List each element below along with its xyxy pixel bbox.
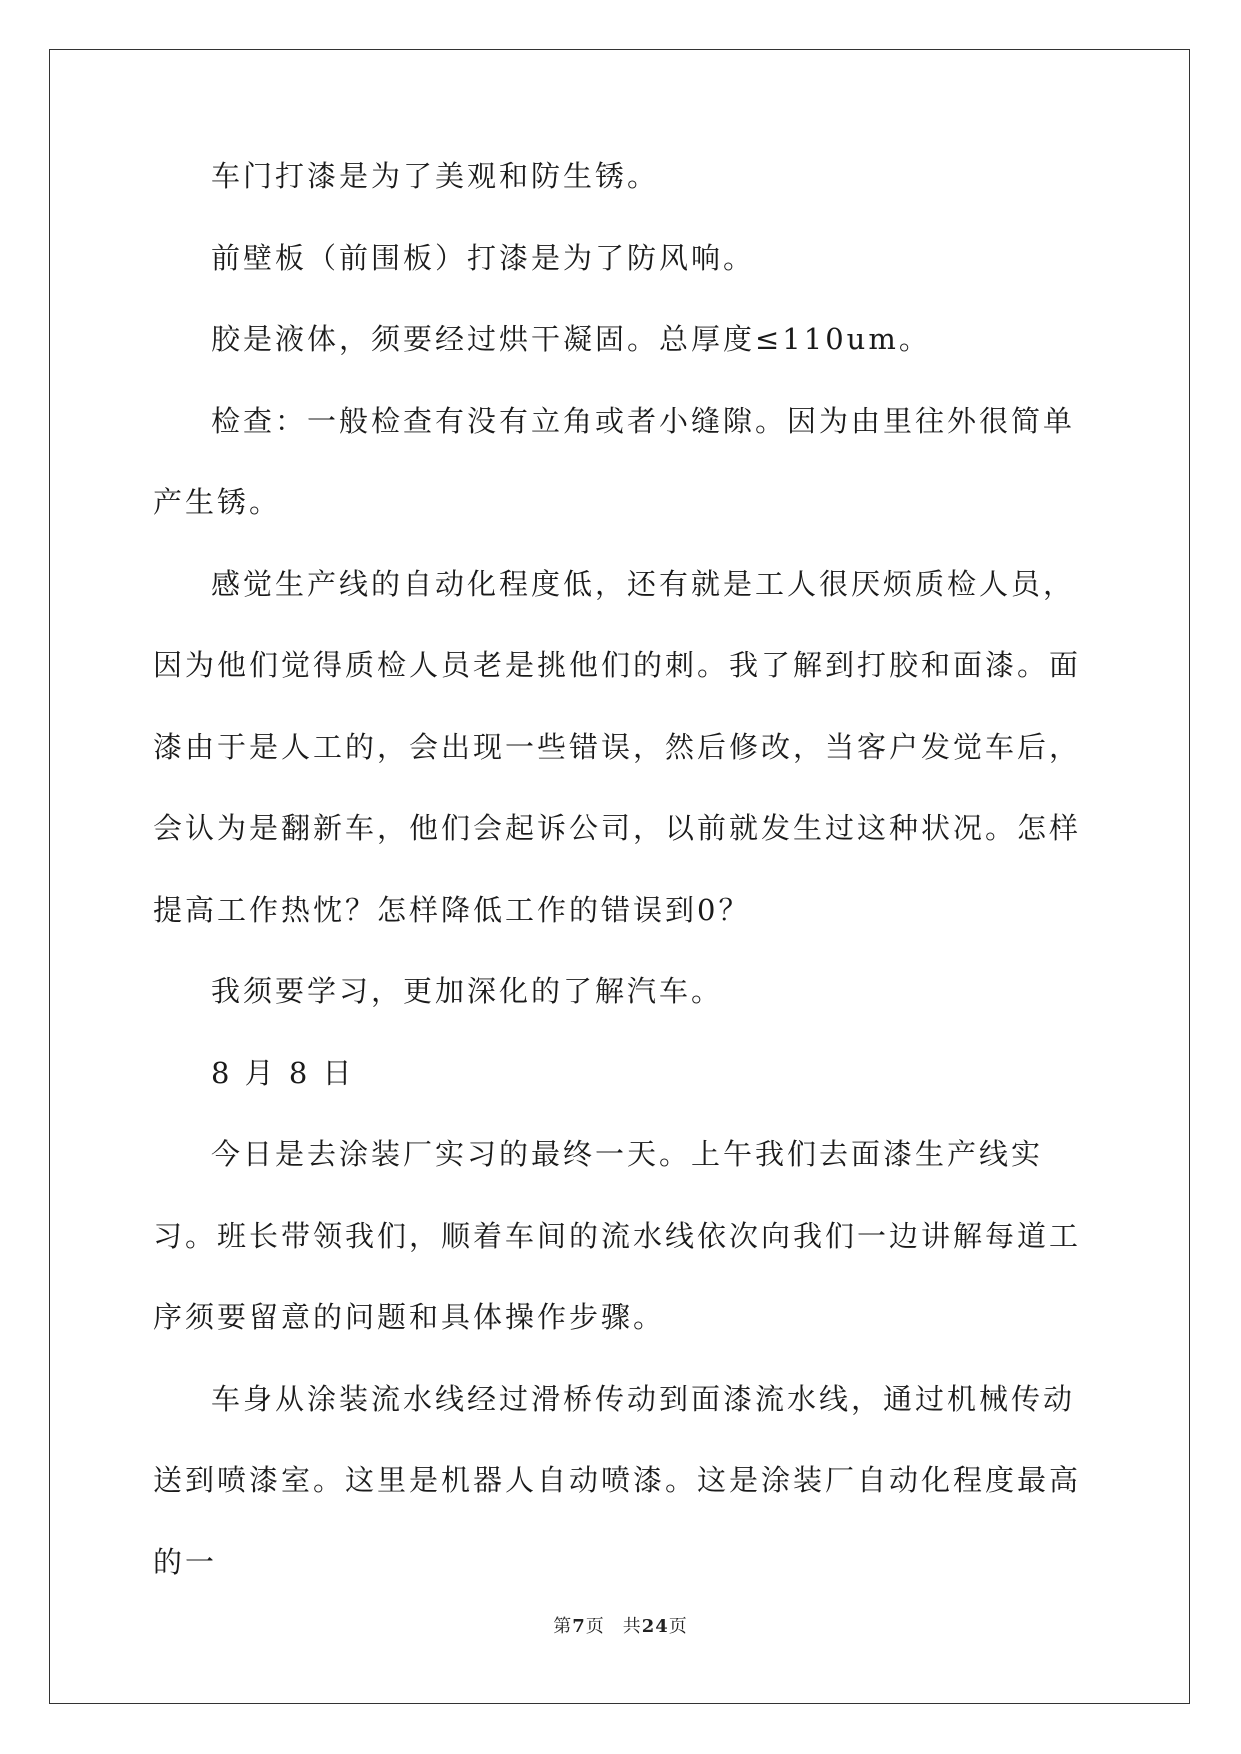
total-prefix: 共: [622, 1616, 642, 1637]
paragraph: 今日是去涂装厂实习的最终一天。上午我们去面漆生产线实习。班长带领我们，顺着车间的流水线依次向我们一边讲解每道工序须要留意的问题和具体操作步骤。: [153, 1137, 1082, 1334]
paragraph: 检查：一般检查有没有立角或者小缝隙。因为由里往外很简单产生锈。: [153, 403, 1076, 519]
current-page-number: 7: [572, 1616, 586, 1637]
paragraph: 车门打漆是为了美观和防生锈。: [211, 159, 660, 193]
document-body: [153, 159, 1088, 1603]
date-heading: 8 月 8 日: [211, 1055, 355, 1090]
paragraph: 感觉生产线的自动化程度低，还有就是工人很厌烦质检人员，因为他们觉得质检人员老是挑他们的刺。我了解到打胶和面漆。面漆由于是人工的，会出现一些错误，然后修改，当客户发觉车后，会认为是翻新车，他们会起诉公司，以前就发生过这种状况。怎样提高工作热忱？怎样降低工作的错误到0？: [153, 566, 1082, 927]
paragraph: 我须要学习，更加深化的了解汽车。: [211, 974, 724, 1008]
paragraph: 车身从涂装流水线经过滑桥传动到面漆流水线，通过机械传动送到喷漆室。这里是机器人自动喷漆。这是涂装厂自动化程度最高的一: [153, 1381, 1082, 1579]
total-pages-number: 24: [641, 1616, 669, 1637]
page-prefix: 第: [553, 1616, 573, 1637]
page-suffix: 页: [585, 1616, 605, 1637]
paragraph: 前壁板（前围板）打漆是为了防风响。: [211, 240, 756, 275]
paragraph: 胶是液体，须要经过烘干凝固。总厚度≤110um。: [211, 322, 931, 356]
total-suffix: 页: [668, 1616, 688, 1637]
page-footer: [0, 1612, 1241, 1638]
